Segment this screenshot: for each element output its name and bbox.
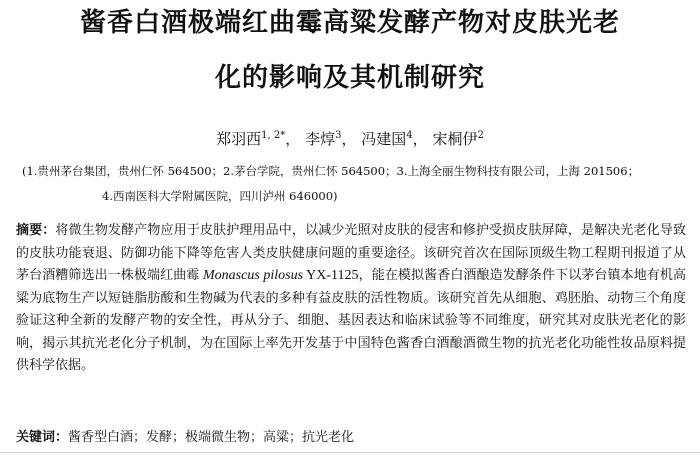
author-name: 李焞 bbox=[305, 130, 336, 148]
paper-title-line-2: 化的影响及其机制研究 bbox=[214, 63, 485, 93]
author-separator: ， bbox=[341, 130, 357, 148]
keywords-label: 关键词： bbox=[16, 430, 69, 445]
author-affiliation-mark: 4 bbox=[406, 130, 413, 141]
abstract-label: 摘要： bbox=[16, 223, 56, 238]
author-affiliation-mark: 2 bbox=[477, 130, 484, 141]
abstract-text: 将微生物发酵产物应用于皮肤护理用品中，以减少光照对皮肤的侵害和修护受损皮肤屏障，是解决光老化导致的皮肤功能衰退、防御功能下降等危害人类皮肤健康问题的重要途径。该研究首次在国际顶级生物工程期刊报道了从茅台酒糟筛选出一株极端红曲霉 bbox=[16, 223, 686, 283]
bottom-divider bbox=[0, 452, 700, 453]
species-name: Monascus pilosus bbox=[203, 268, 304, 283]
author-separator: ， bbox=[285, 130, 301, 148]
author-list bbox=[0, 126, 700, 149]
strain-id: YX-1125 bbox=[306, 268, 359, 283]
abstract-text-continued: ，能在模拟酱香白酒酿造发酵条件下以茅台镇本地有机高粱为底物生产以短链脂肪酸和生物碱为代表的多种有益皮肤的活性物质。该研究首先从细胞、鸡胚胎、动物三个角度验证这种全新的发酵产物的安全性，再从分子、细胞、基因表达和临床试验等不同维度，研究其对皮肤光老化的影响，揭示其抗光老化分子机制，为在国际上率先开发基于中国特色酱香白酒酿酒微生物的抗光老化功能性妆品原料提供科学依据。 bbox=[16, 268, 687, 373]
author-affiliation-mark: 3 bbox=[335, 130, 342, 141]
author-name: 宋桐伊 bbox=[432, 130, 478, 148]
author-name: 郑羽西 bbox=[216, 130, 262, 148]
affiliation-line-2: 4.西南医科大学附属医院，四川泸州 646000) bbox=[102, 189, 338, 203]
author-affiliation-mark: 1, 2* bbox=[261, 130, 286, 141]
paper-title-line-1: 酱香白酒极端红曲霉高粱发酵产物对皮肤光老 bbox=[79, 8, 620, 38]
keywords-text: 酱香型白酒；发酵；极端微生物；高粱；抗光老化 bbox=[68, 430, 355, 445]
abstract bbox=[16, 220, 686, 378]
author-name: 冯建国 bbox=[361, 130, 407, 148]
author-separator: ， bbox=[412, 130, 428, 148]
keywords bbox=[16, 428, 686, 448]
affiliation-line-1: (1.贵州茅台集团，贵州仁怀 564500；2.茅台学院，贵州仁怀 564500；3.上海全丽生物科技有限公司，上海 201506； bbox=[22, 164, 640, 178]
